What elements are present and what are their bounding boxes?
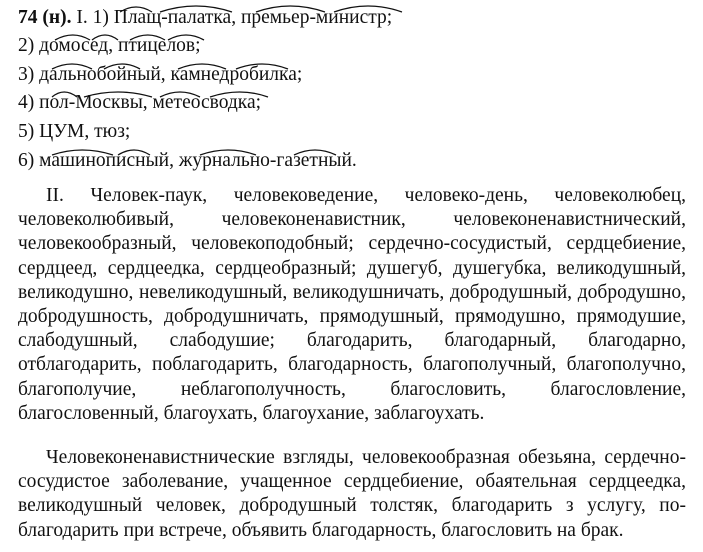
item-number: 5): [18, 121, 35, 142]
item-text: домосед, птицелов;: [39, 35, 201, 56]
exercise-line-6: [18, 149, 357, 173]
part2-paragraph: [18, 184, 686, 426]
exercise-line-1: [18, 6, 392, 30]
part1-label: I.: [76, 7, 88, 28]
part2-label: II.: [46, 185, 64, 206]
exercise-line-3: [18, 63, 302, 87]
item-text: пол-Москвы, метеосводка;: [39, 92, 262, 113]
item-text: Плащ-палатка, премьер-министр;: [113, 7, 393, 28]
item-text: машинописный, журнально-газетный.: [39, 150, 357, 171]
item-text: ЦУМ, тюз;: [39, 121, 131, 142]
part3-paragraph: [18, 446, 686, 543]
exercise-line-5: [18, 120, 130, 144]
exercise-line-2: [18, 34, 201, 58]
item-number: 2): [18, 35, 35, 56]
item-number: 1): [92, 7, 109, 28]
item-number: 4): [18, 92, 35, 113]
item-text: дальнобойный, камнедробилка;: [39, 64, 303, 85]
part3-text: Человеконенавистнические взгляды, человекообразная обезьяна, сердечно-сосудистое заболевание, учащенное сердцебиение, обаятельная сердцеедка, великодушный человек, добродушный толстяк, благодарить з услугу, поблагодарить при встрече, объявить благодарность, благословить на брак.: [18, 447, 686, 541]
item-number: 6): [18, 150, 35, 171]
item-number: 3): [18, 64, 35, 85]
part2-text: Человек-паук, человековедение, человеко-день, человеколюбец, человеколюбивый, человеконенавистник, человеконенавистнический, человекообразный, человекоподобный; сердечно-сосудистый, сердцебиение, сердцеед, сердцеедка, сердцеобразный; душегуб, душегубка, великодушный, великодушно, невеликодушный, великодушничать, добродушный, добродушно, добродушность, добродушничать, прямодушный, прямодушно, прямодушие, слабодушный, слабодушие; благодарить, благодарный, благодарно, отблагодарить, поблагодарить, благодарность, благополучный, благополучно, благополучие, неблагополучность, благословить, благословление, благословенный, благоухать, благоухание, заблагоухать.: [18, 185, 687, 424]
exercise-line-4: [18, 91, 261, 115]
exercise-number: 74 (н).: [18, 7, 72, 28]
